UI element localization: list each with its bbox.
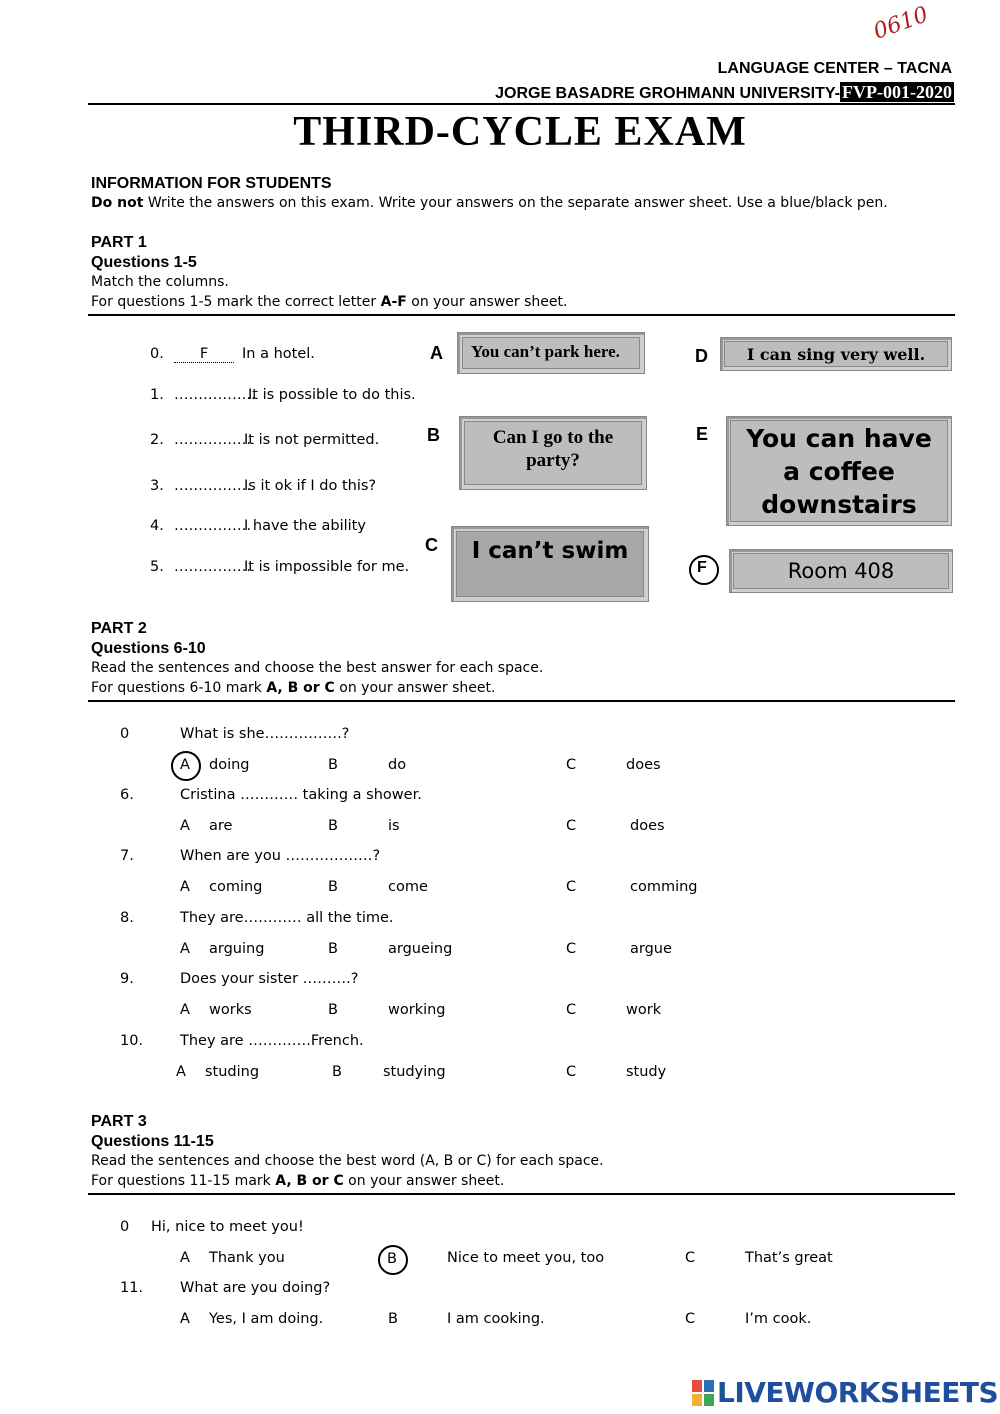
p2-option-a-2: coming: [209, 879, 263, 895]
info-body: Write the answers on this exam. Write your answers on the separate answer sheet. Use a blue/black pen.: [143, 195, 888, 211]
sign-letter-c: C: [425, 535, 438, 555]
p2-num-1: 6.: [120, 787, 134, 803]
sign-e: [726, 416, 952, 526]
p1-blank-2[interactable]: …………….: [174, 432, 252, 448]
p1-num-4: 4.: [150, 518, 164, 534]
p2-option-c-2: comming: [630, 879, 698, 895]
p1-num-5: 5.: [150, 559, 164, 575]
p2-option-b-1: is: [388, 818, 400, 834]
part2-divider: [88, 700, 955, 702]
part3-instr2b: A, B or C: [275, 1173, 344, 1189]
p2-option-a-5: studing: [205, 1064, 260, 1080]
part3-instr2c: on your answer sheet.: [343, 1173, 505, 1189]
sign-letter-f: F: [697, 559, 707, 576]
p2-question-3: They are………… all the time.: [180, 910, 394, 926]
p1-text-4: I have the ability: [244, 518, 366, 534]
sign-b: [459, 416, 647, 490]
p1-num-0: 0.: [150, 346, 164, 362]
p2-question-0: What is she…………….?: [180, 726, 350, 742]
part1-instr2a: For questions 1-5 mark the correct letter: [91, 294, 381, 310]
p1-blank-3[interactable]: …………….: [174, 478, 252, 494]
p2-label-b-4: B: [328, 1002, 338, 1018]
p2-label-c-5: C: [566, 1064, 577, 1080]
p2-label-c-0: C: [566, 757, 577, 773]
p1-num-3: 3.: [150, 478, 164, 494]
p3-option-b-0: Nice to meet you, too: [447, 1250, 605, 1266]
p3-option-c-0: That’s great: [745, 1250, 833, 1266]
p2-example-answer-circle: [171, 751, 201, 781]
p1-text-1: It is possible to do this.: [248, 387, 416, 403]
p2-label-b-1: B: [328, 818, 338, 834]
part3-questions: Questions 11-15: [91, 1133, 214, 1150]
part1-instr2: [91, 294, 567, 310]
document-code: FVP-001-2020: [842, 82, 952, 102]
p2-question-1: Cristina ………… taking a shower.: [180, 787, 422, 803]
p3-label-b-1: B: [388, 1311, 398, 1327]
part2-instr1: Read the sentences and choose the best answer for each space.: [91, 660, 544, 676]
sign-a: [457, 332, 645, 374]
p3-label-c-0: C: [685, 1250, 696, 1266]
p2-option-c-3: argue: [630, 941, 672, 957]
university-name: JORGE BASADRE GROHMANN UNIVERSITY-: [495, 85, 841, 102]
header-divider: [88, 103, 955, 105]
p2-label-a-5: A: [176, 1064, 186, 1080]
part2-instr2b: A, B or C: [266, 680, 335, 696]
p2-option-b-0: do: [388, 757, 407, 773]
part1-heading: PART 1: [91, 234, 147, 251]
sign-letter-a: A: [430, 343, 443, 363]
sign-d-text: I can sing very well.: [746, 344, 926, 364]
p2-question-5: They are ………….French.: [180, 1033, 364, 1049]
header-line-1: LANGUAGE CENTER – TACNA: [717, 60, 952, 77]
p1-blank-0[interactable]: F: [174, 346, 234, 363]
handwritten-mark: 0610: [870, 2, 932, 45]
p2-option-c-5: study: [626, 1064, 667, 1080]
part3-heading: PART 3: [91, 1113, 147, 1130]
p3-question-1: What are you doing?: [180, 1280, 331, 1296]
p2-label-b-2: B: [328, 879, 338, 895]
p2-label-a-1: A: [180, 818, 190, 834]
sign-f-text: Room 408: [787, 559, 895, 583]
liveworksheets-logo: [692, 1376, 998, 1409]
part1-questions: Questions 1-5: [91, 254, 197, 271]
sign-e-text: You can have a coffee downstairs: [746, 423, 932, 519]
p2-question-4: Does your sister ……….?: [180, 971, 359, 987]
p3-label-c-1: C: [685, 1311, 696, 1327]
p2-num-5: 10.: [120, 1033, 144, 1049]
part1-divider: [88, 314, 955, 316]
p1-text-5: It is impossible for me.: [244, 559, 410, 575]
part2-instr2: [91, 680, 495, 696]
p3-label-a-1: A: [180, 1311, 190, 1327]
p2-label-b-0: B: [328, 757, 338, 773]
part1-instr2b: A-F: [380, 294, 407, 310]
sign-d: [720, 337, 952, 371]
p2-option-b-3: argueing: [388, 941, 453, 957]
p2-option-a-1: are: [209, 818, 233, 834]
p3-question-0: Hi, nice to meet you!: [151, 1219, 304, 1235]
part1-instr2c: on your answer sheet.: [406, 294, 568, 310]
p2-option-a-3: arguing: [209, 941, 265, 957]
p1-blank-5[interactable]: …………….: [174, 559, 252, 575]
p2-label-c-3: C: [566, 941, 577, 957]
p2-option-b-4: working: [388, 1002, 446, 1018]
brand-text: LIVEWORKSHEETS: [717, 1376, 999, 1409]
p3-option-c-1: I’m cook.: [745, 1311, 812, 1327]
page-title: THIRD-CYCLE EXAM: [293, 109, 747, 155]
sign-c: [451, 526, 649, 602]
part3-divider: [88, 1193, 955, 1195]
p2-option-a-0: doing: [209, 757, 250, 773]
p3-option-a-0: Thank you: [209, 1250, 285, 1266]
sign-c-text: I can’t swim: [471, 538, 629, 564]
info-bold: Do not: [91, 195, 144, 211]
p2-label-a-2: A: [180, 879, 190, 895]
part1-instr1: Match the columns.: [91, 274, 229, 290]
logo-icon: [692, 1380, 714, 1406]
p2-option-c-4: work: [626, 1002, 662, 1018]
sign-b-text: Can I go to the party?: [492, 427, 614, 471]
p2-label-b-5: B: [332, 1064, 342, 1080]
header-line-2: [495, 82, 954, 103]
p2-option-b-5: studying: [383, 1064, 446, 1080]
p2-label-a-0: A: [180, 757, 190, 773]
p2-num-3: 8.: [120, 910, 134, 926]
p1-text-0: In a hotel.: [242, 346, 315, 362]
sign-letter-e: E: [696, 424, 709, 444]
part2-instr2c: on your answer sheet.: [334, 680, 496, 696]
p3-num-1: 11.: [120, 1280, 144, 1296]
p2-num-4: 9.: [120, 971, 134, 987]
p3-label-b-0: B: [387, 1251, 397, 1267]
sign-f: [729, 549, 953, 593]
part3-instr1: Read the sentences and choose the best word (A, B or C) for each space.: [91, 1153, 604, 1169]
part3-instr2: [91, 1173, 504, 1189]
p2-option-c-1: does: [630, 818, 665, 834]
info-text: [91, 195, 888, 211]
p2-label-c-4: C: [566, 1002, 577, 1018]
info-heading: INFORMATION FOR STUDENTS: [91, 175, 332, 192]
p1-num-1: 1.: [150, 387, 164, 403]
p1-num-2: 2.: [150, 432, 164, 448]
p2-option-b-2: come: [388, 879, 428, 895]
p1-blank-4[interactable]: …………….: [174, 518, 252, 534]
p2-label-c-2: C: [566, 879, 577, 895]
p3-option-a-1: Yes, I am doing.: [209, 1311, 324, 1327]
sign-letter-d: D: [695, 346, 708, 366]
p2-label-a-4: A: [180, 1002, 190, 1018]
part2-questions: Questions 6-10: [91, 640, 206, 657]
p3-num-0: 0: [120, 1219, 130, 1235]
p2-label-c-1: C: [566, 818, 577, 834]
p1-blank-1[interactable]: ……………..: [174, 387, 256, 403]
p3-example-answer-circle: [378, 1245, 408, 1275]
part2-instr2a: For questions 6-10 mark: [91, 680, 267, 696]
p2-num-2: 7.: [120, 848, 134, 864]
p3-option-b-1: I am cooking.: [447, 1311, 545, 1327]
p2-label-b-3: B: [328, 941, 338, 957]
p2-label-a-3: A: [180, 941, 190, 957]
sign-letter-b: B: [427, 425, 440, 445]
part2-heading: PART 2: [91, 620, 147, 637]
p2-option-c-0: does: [626, 757, 661, 773]
p2-option-a-4: works: [209, 1002, 252, 1018]
p2-num-0: 0: [120, 726, 130, 742]
sign-a-text: You can’t park here.: [471, 342, 620, 361]
p2-question-2: When are you ………………?: [180, 848, 381, 864]
part3-instr2a: For questions 11-15 mark: [91, 1173, 276, 1189]
p3-label-a-0: A: [180, 1250, 190, 1266]
p1-text-2: It is not permitted.: [244, 432, 380, 448]
p1-text-3: Is it ok if I do this?: [244, 478, 377, 494]
